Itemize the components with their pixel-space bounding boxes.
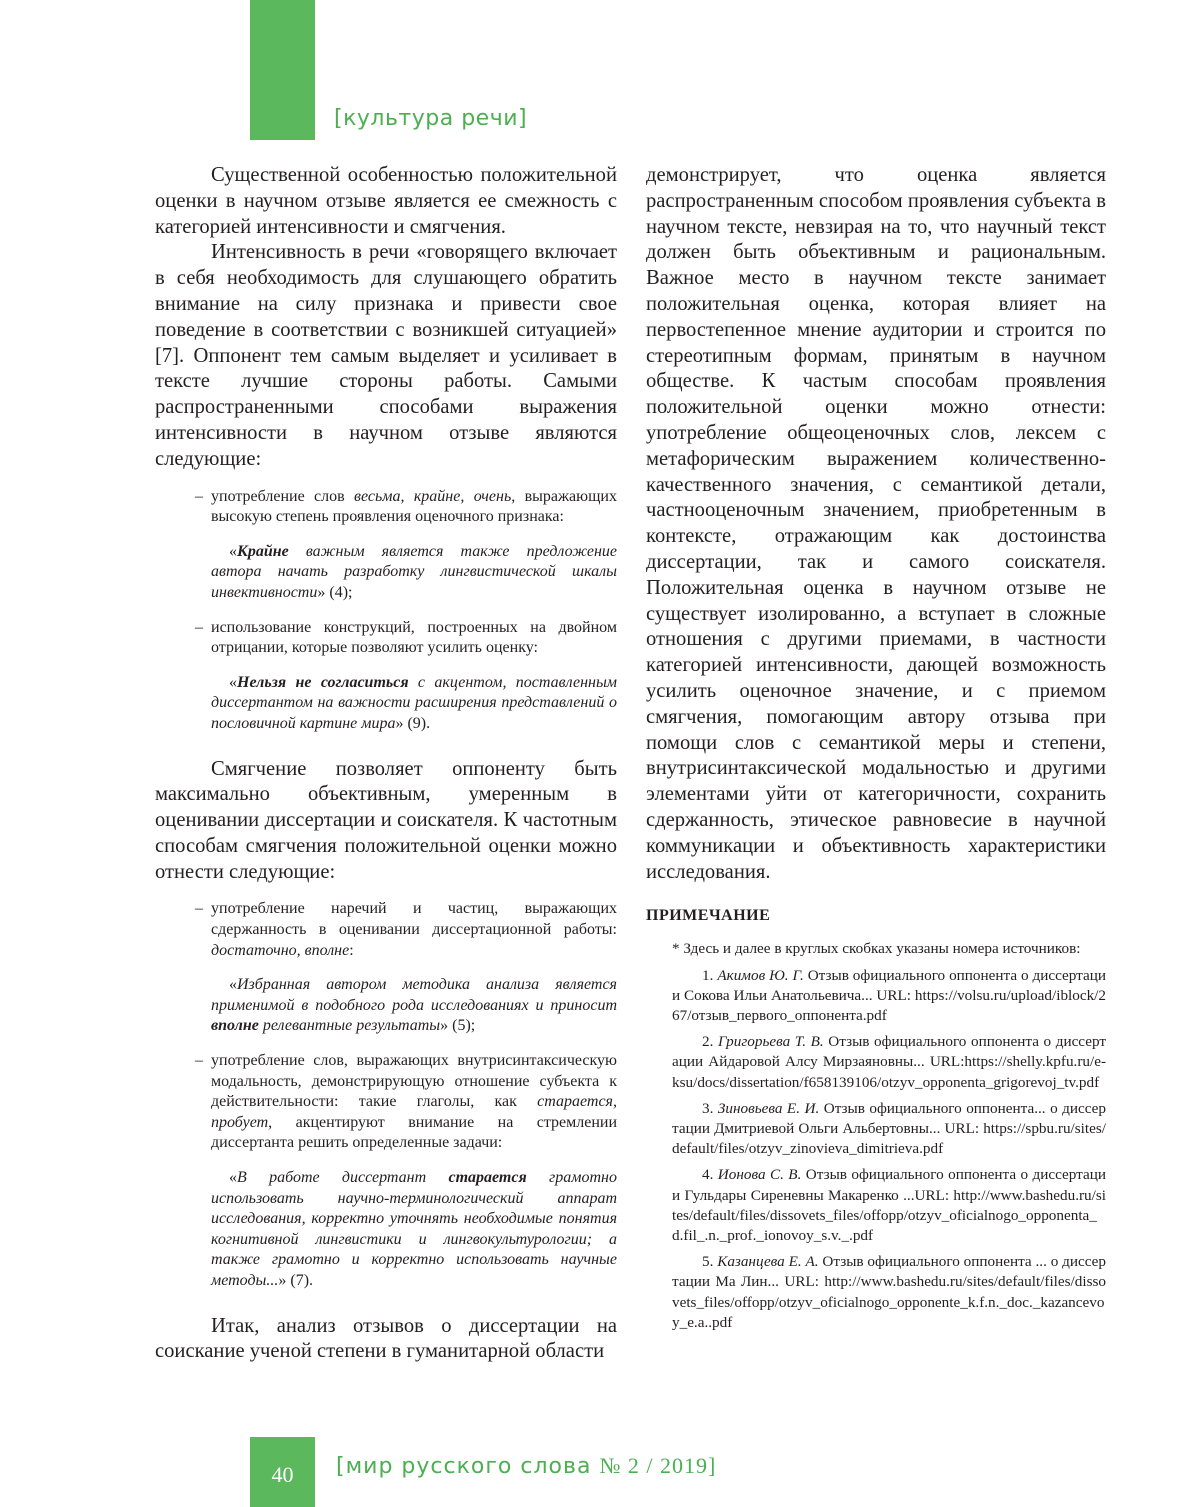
- dash-marker: –: [195, 1052, 203, 1070]
- quote-italic: В работе диссертант: [237, 1169, 449, 1187]
- intensity-list: [155, 487, 617, 735]
- reference-item: [672, 1252, 1106, 1333]
- list-item: [155, 1051, 617, 1154]
- section-label: [культура речи]: [334, 106, 528, 131]
- reference-number: 1.: [702, 966, 718, 984]
- quote-mark: «: [229, 976, 237, 994]
- list-item-text: употребление слов, выражающих внутрисинтаксическую модальность, демонстрирующую отношение субъекта к действительности: такие глаголы, как: [211, 1052, 617, 1111]
- green-header-bar: [250, 0, 315, 140]
- list-item: [155, 487, 617, 528]
- notes-intro: * Здесь и далее в круглых скобках указаны номера источников:: [672, 940, 1081, 958]
- quote-close: » (5);: [440, 1017, 476, 1035]
- quote-mark: «: [229, 542, 237, 560]
- reference-author: Зиновьева Е. И.: [717, 1099, 820, 1117]
- paragraph: Интенсивность в речи «говорящего включает в себя необходимость для слушающего обратить внимание на силу признака и привести свое поведение в соответствии с возникшей ситуацией» [7]. Оппонент тем самым выделяет и усиливает в тексте лучшие стороны работы. Самыми распространенными способами выражения интенсивности в научном отзыве являются следующие:: [155, 241, 617, 470]
- list-item-italic: достаточно, вполне: [211, 941, 350, 959]
- quote: [211, 673, 617, 735]
- reference-number: 3.: [702, 1099, 718, 1117]
- notes-title: ПРИМЕЧАНИЕ: [646, 907, 771, 925]
- reference-number: 5.: [702, 1253, 718, 1271]
- quote-bold: Крайне: [237, 542, 289, 560]
- references-list: [646, 966, 1106, 1333]
- paragraph: Смягчение позволяет оппоненту быть максимально объективным, умеренным в оценивании диссертации и соискателя. К частотным способам смягчения положительной оценки можно отнести следующие:: [155, 757, 617, 883]
- quote-italic: с акцентом, поставленным диссертантом на важности расширения представлений о пословичной картине мира: [211, 673, 617, 732]
- softening-list: [155, 899, 617, 1291]
- list-item-italic: старается, пробует: [211, 1093, 617, 1131]
- quote-mark: «: [229, 673, 237, 691]
- quote-mark: «: [229, 1169, 237, 1187]
- left-column: [155, 163, 617, 1365]
- reference-item: [672, 1165, 1106, 1246]
- list-item-text: использование конструкций, построенных на двойном отрицании, которые позволяют усилить оценку:: [211, 618, 617, 657]
- quote-bold: вполне: [211, 1017, 259, 1035]
- quote-close: » (9).: [395, 714, 431, 732]
- right-column: [646, 163, 1106, 1333]
- reference-author: Акимов Ю. Г.: [717, 966, 804, 984]
- quote-italic: релевантные результаты: [258, 1017, 441, 1035]
- quote-bold: Нельзя не согласиться: [237, 673, 409, 691]
- journal-name: [мир русского слова: [336, 1454, 592, 1479]
- quote: [211, 1168, 617, 1292]
- journal-footer: [336, 1453, 716, 1479]
- list-item-text: употребление слов: [211, 487, 355, 505]
- paragraph: демонстрирует, что оценка является распространенным способом проявления субъекта в научном тексте, невзирая на то, что научный текст должен быть объективным и рациональным. Важное место в научном тексте занимает положительная оценка, которая влияет на первостепенное мнение аудитории и строится по стереотипным формам, принятым в научном обществе. К частым способам проявления положительной оценки можно отнести: употребление общеоценочных слов, лексем с метафорическим выражением количественно-качественного значения, с семантикой детали, частнооценочным значением, приобретенным в контексте, отражающим как достоинства диссертации, так и самого соискателя. Положительная оценка в научном отзыве не существует изолированно, а вступает в сложные отношения с другими приемами, в частности категорией интенсивности, дающей возможность усилить оценочное значение, и с приемом смягчения, помогающим автору отзыва при помощи слов с семантикой меры и степени, внутрисинтаксической модальностью и другими элементами уйти от категоричности, сохранить сдержанность, этическое равновесие в научной коммуникации и объективность характеристики исследования.: [646, 164, 1106, 883]
- reference-item: [672, 1099, 1106, 1160]
- quote-bold: старается: [448, 1169, 527, 1187]
- quote-close: » (7).: [278, 1271, 314, 1289]
- reference-text: Отзыв официального оппонента о диссертации Гульдары Сиреневны Макаренко ...URL: http://www.bashedu.ru/sites/default/files/dissovets_files/offopp/otzyv_oficialnogo_opponenta_d.fil_.n._prof._ionovoy_s.v._.pdf: [672, 1166, 1106, 1244]
- quote: [211, 975, 617, 1037]
- reference-number: 2.: [702, 1033, 718, 1051]
- list-item-text: , выражающих высокую степень проявления оценочного признака:: [211, 487, 617, 526]
- list-item-text: , акцентируют внимание на стремлении диссертанта решить определенные задачи:: [211, 1113, 617, 1152]
- list-item-text: :: [349, 941, 354, 959]
- list-item: [155, 899, 617, 961]
- quote: [211, 542, 617, 604]
- reference-author: Григорьева Т. В.: [717, 1033, 824, 1051]
- page-number: 40: [271, 1462, 294, 1487]
- journal-issue: № 2 / 2019]: [599, 1453, 717, 1478]
- list-item: [155, 618, 617, 659]
- quote-italic: Избранная автором методика анализа является применимой в подобного рода исследованиях и приносит: [211, 976, 617, 1014]
- reference-author: Казанцева Е. А.: [717, 1253, 819, 1271]
- dash-marker: –: [195, 900, 203, 918]
- dash-marker: –: [195, 618, 203, 636]
- quote-italic: грамотно использовать научно-терминологический аппарат исследования, корректно уточнять необходимые понятия когнитивной лингвистики и лингвокультурологии; а также грамотно и корректно использовать научные методы...: [211, 1169, 617, 1289]
- reference-text: Отзыв официального оппонента о диссертации Сокова Ильи Анатольевича... URL: https://volsu.ru/upload/iblock/267/отзыв_первого_оппонента.pdf: [672, 966, 1106, 1024]
- dash-marker: –: [195, 487, 203, 505]
- reference-text: Отзыв официального оппонента... о диссертации Дмитриевой Ольги Альбертовны... URL: https://spbu.ru/sites/default/files/otzyv_zinovieva_dimitrieva.pdf: [672, 1099, 1107, 1158]
- reference-item: [672, 966, 1106, 1027]
- reference-author: Ионова С. В.: [717, 1166, 802, 1184]
- list-item-text: употребление наречий и частиц, выражающих сдержанность в оценивании диссертационной работы:: [211, 900, 617, 939]
- list-item-italic: весьма, крайне, очень: [354, 487, 512, 505]
- reference-number: 4.: [702, 1166, 718, 1184]
- paragraph: Итак, анализ отзывов о диссертации на соискание ученой степени в гуманитарной области: [155, 1314, 617, 1363]
- quote-close: » (4);: [317, 583, 353, 601]
- reference-item: [672, 1032, 1106, 1093]
- quote-italic: важным является также предложение автора начать разработку лингвистической шкалы инвективности: [211, 542, 617, 601]
- reference-text: Отзыв официального оппонента о диссертации Айдаровой Алсу Мирзаяновны... URL:https://shelly.kpfu.ru/e-ksu/docs/dissertation/f658139106/otzyv_opponenta_grigorevoj_tv.pdf: [672, 1033, 1107, 1091]
- reference-text: Отзыв официального оппонента ... о диссертации Ма Лин... URL: http://www.bashedu.ru/sites/default/files/dissovets_files/offopp/otzyv_oficialnogo_opponente_k.f.n._doc._kazancevoy_e.a..pdf: [672, 1253, 1106, 1331]
- paragraph: Существенной особенностью положительной оценки в научном отзыве является ее смежность с категорией интенсивности и смягчения.: [155, 164, 617, 238]
